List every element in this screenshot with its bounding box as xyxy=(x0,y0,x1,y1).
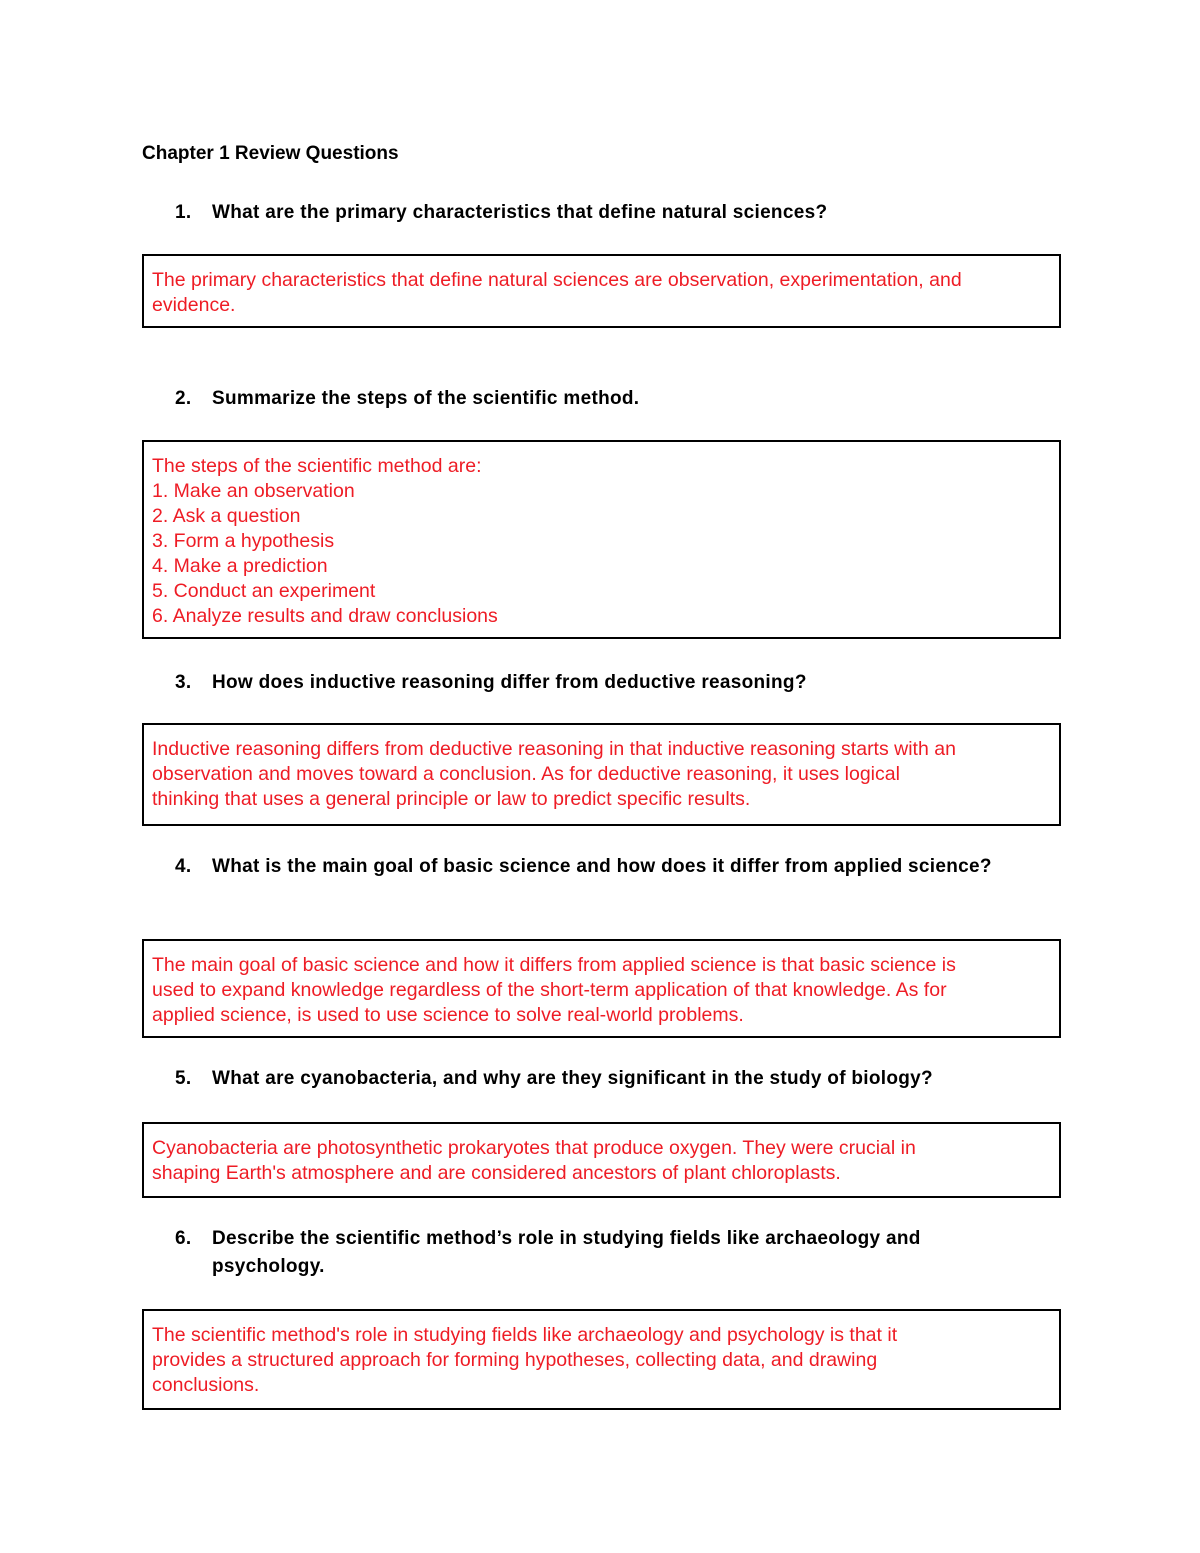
answer-line: The scientific method's role in studying fields like archaeology and psychology is that it xyxy=(152,1324,898,1346)
question-5 xyxy=(175,1065,1015,1093)
answer-box-5[interactable] xyxy=(142,1122,1061,1198)
answer-box-4[interactable] xyxy=(142,939,1061,1038)
question-2 xyxy=(175,385,1015,413)
answer-line: provides a structured approach for forming hypotheses, collecting data, and drawing xyxy=(152,1349,878,1371)
question-6 xyxy=(175,1225,1015,1281)
question-number: 6. xyxy=(175,1228,192,1249)
answer-box-3[interactable] xyxy=(142,723,1061,826)
question-text: What is the main goal of basic science and how does it differ from applied science? xyxy=(212,856,992,877)
answer-line: thinking that uses a general principle or law to predict specific results. xyxy=(152,788,751,810)
question-text: What are the primary characteristics that define natural sciences? xyxy=(212,202,828,223)
question-text: Summarize the steps of the scientific method. xyxy=(212,388,640,409)
answer-line: 1. Make an observation xyxy=(152,480,355,502)
answer-line: The primary characteristics that define natural sciences are observation, experimentation, and xyxy=(152,269,962,291)
answer-box-6[interactable] xyxy=(142,1309,1061,1410)
question-4 xyxy=(175,853,1015,881)
question-3 xyxy=(175,669,1015,697)
question-text: How does inductive reasoning differ from deductive reasoning? xyxy=(212,672,807,693)
answer-line: 4. Make a prediction xyxy=(152,555,328,577)
answer-box-1[interactable] xyxy=(142,254,1061,328)
answer-line: shaping Earth's atmosphere and are considered ancestors of plant chloroplasts. xyxy=(152,1162,841,1184)
page-title: Chapter 1 Review Questions xyxy=(142,143,399,164)
question-number: 5. xyxy=(175,1068,192,1089)
answer-line: observation and moves toward a conclusion. As for deductive reasoning, it uses logical xyxy=(152,763,900,785)
answer-line: conclusions. xyxy=(152,1374,260,1396)
answer-line: 6. Analyze results and draw conclusions xyxy=(152,605,498,627)
question-1 xyxy=(175,199,1015,227)
answer-line: used to expand knowledge regardless of the short-term application of that knowledge. As for xyxy=(152,979,947,1001)
answer-line: Cyanobacteria are photosynthetic prokaryotes that produce oxygen. They were crucial in xyxy=(152,1137,916,1159)
question-number: 4. xyxy=(175,856,192,877)
question-number: 1. xyxy=(175,202,192,223)
question-text: Describe the scientific method’s role in studying fields like archaeology and psychology. xyxy=(212,1228,921,1277)
answer-line: The steps of the scientific method are: xyxy=(152,455,482,477)
answer-line: applied science, is used to use science to solve real-world problems. xyxy=(152,1004,744,1026)
question-text: What are cyanobacteria, and why are they significant in the study of biology? xyxy=(212,1068,933,1089)
answer-box-2[interactable] xyxy=(142,440,1061,639)
question-number: 2. xyxy=(175,388,192,409)
answer-line: 2. Ask a question xyxy=(152,505,301,527)
question-number: 3. xyxy=(175,672,192,693)
answer-line: 5. Conduct an experiment xyxy=(152,580,376,602)
answer-line: 3. Form a hypothesis xyxy=(152,530,335,552)
answer-line: Inductive reasoning differs from deductive reasoning in that inductive reasoning starts with an xyxy=(152,738,956,760)
answer-line: evidence. xyxy=(152,294,236,316)
answer-line: The main goal of basic science and how it differs from applied science is that basic science is xyxy=(152,954,956,976)
